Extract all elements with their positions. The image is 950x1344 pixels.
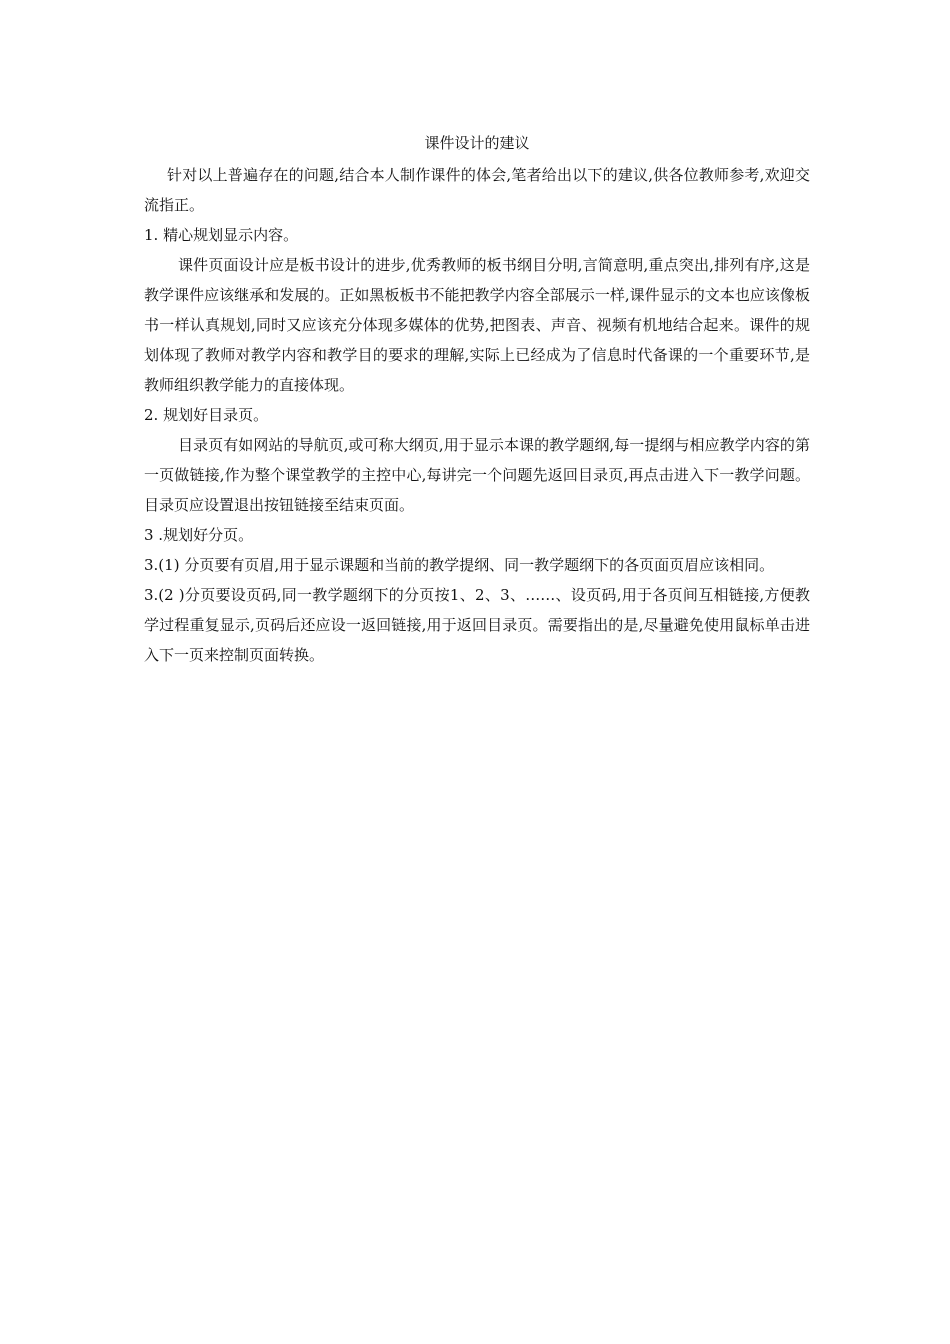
document-title: 课件设计的建议 [424,134,530,152]
section-1-heading: 1. 精心规划显示内容。 [144,226,299,244]
section-3-heading: 3 .规划好分页。 [144,526,254,544]
document-page [144,128,810,670]
section-2-paragraph: 目录页有如网站的导航页,或可称大纲页,用于显示本课的教学题纲,每一提纲与相应教学内容的第一页做链接,作为整个课堂教学的主控中心,每讲完一个问题先返回目录页,再点击进入下一教学问题。目录页应设置退出按钮链接至结束页面。 [144,436,810,514]
section-1-paragraph: 课件页面设计应是板书设计的进步,优秀教师的板书纲目分明,言简意明,重点突出,排列有序,这是教学课件应该继承和发展的。正如黑板板书不能把教学内容全部展示一样,课件显示的文本也应该像板书一样认真规划,同时又应该充分体现多媒体的优势,把图表、声音、视频有机地结合起来。课件的规划体现了教师对教学内容和教学目的要求的理解,实际上已经成为了信息时代备课的一个重要环节,是教师组织教学能力的直接体现。 [144,256,810,394]
section-2-heading: 2. 规划好目录页。 [144,406,269,424]
section-3-1-paragraph: 3.(1) 分页要有页眉,用于显示课题和当前的教学提纲、同一教学题纲下的各页面页眉应该相同。 [144,556,775,574]
section-3-2-paragraph: 3.(2 )分页要设页码,同一教学题纲下的分页按1、2、3、……、设页码,用于各页间互相链接,方便教学过程重复显示,页码后还应设一返回链接,用于返回目录页。需要指出的是,尽量避免使用鼠标单击进入下一页来控制页面转换。 [144,586,810,664]
intro-paragraph: 针对以上普遍存在的问题,结合本人制作课件的体会,笔者给出以下的建议,供各位教师参考,欢迎交流指正。 [144,166,810,214]
